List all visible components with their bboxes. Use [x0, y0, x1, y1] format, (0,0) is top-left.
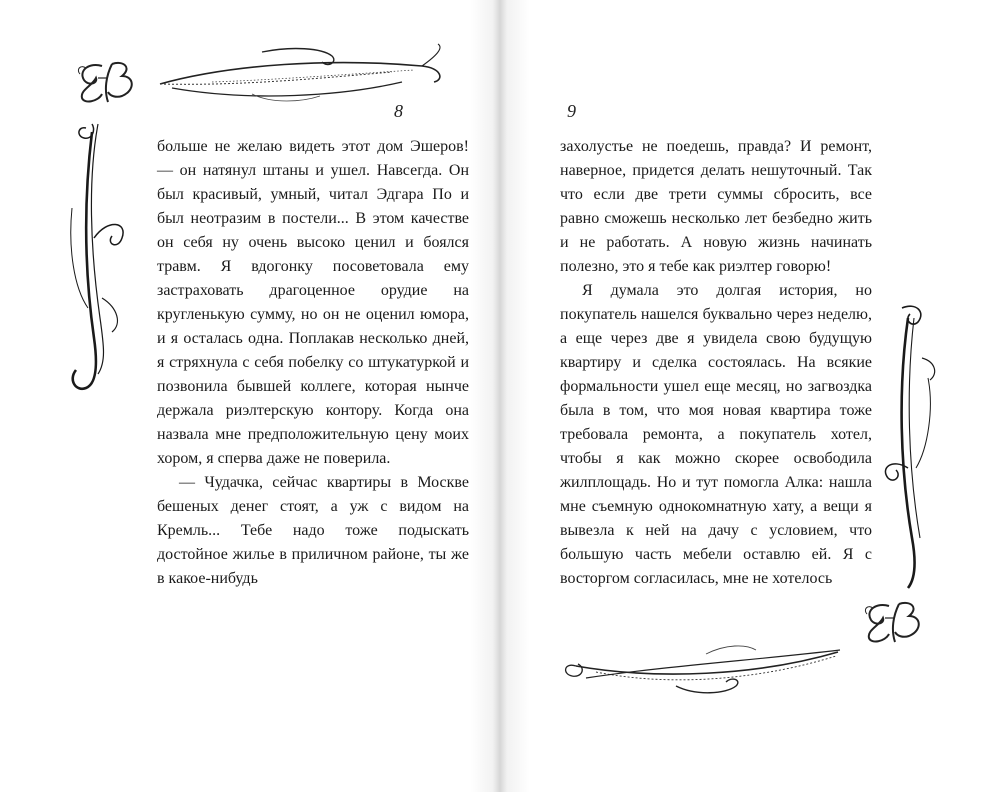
- monogram-text-right: ЕВ: [859, 596, 861, 597]
- page-number-left: 8: [394, 101, 403, 121]
- margin-flourish-left: [58, 118, 148, 398]
- monogram-ornament-right: [858, 596, 930, 646]
- monogram-text-left: ЕВ: [72, 56, 74, 57]
- right-paragraph-1: захолустье не поедешь, правда? И ремонт, наверное, придется делать нешуточный. Так что если две трети суммы сбросить, все равно сможешь несколько лет безбедно жить и не работать. А новую жизнь начинать полезно, это я тебе как риэлтер говорю!: [560, 138, 872, 275]
- left-paragraph-1: больше не желаю видеть этот дом Эшеров! — он натянул штаны и ушел. Навсегда. Он был красивый, умный, читал Эдгара По и был неотразим в постели... В этом качестве он себя ну очень высоко ценил и боялся травм. Я вдогонку посоветовала ему застраховать драгоценное орудие на кругленькую сумму, но он не оценил юмора, и я осталась одна. Поплакав несколько дней, я стряхнула с себя побелку со штукатуркой и позвонила бывшей коллеге, которая нынче держала риэлтерскую контору. Когда она назвала мне предположительную цену моих хором, я сперва даже не поверила.: [157, 138, 469, 467]
- top-flourish-ornament: [152, 42, 452, 112]
- monogram-ornament-left: [72, 56, 142, 106]
- right-paragraph-2: Я думала это долгая история, но покупатель нашелся буквально через неделю, а еще через две я увидела свою будущую квартиру и сделка состоялась. На всякие формальности ушел еще месяц, но загвоздка была в том, что моя новая квартира тоже требовала ремонта, а покупатель хотел, чтобы я как можно скорее освободила жилплощадь. Но и тут помогла Алка: нашла мне съемную однокомнатную хату, а вещи я вывезла к ней на дачу с условием, что большую часть мебели оставлю ей. Я с восторгом согласилась, мне не хотелось: [560, 282, 872, 587]
- bottom-flourish-ornament: [556, 636, 856, 706]
- right-page-text: [560, 135, 872, 591]
- right-page: [500, 0, 1000, 792]
- margin-flourish-right: [872, 298, 952, 598]
- page-number-right: 9: [567, 101, 576, 121]
- left-page-text: [157, 135, 469, 591]
- left-paragraph-2: — Чудачка, сейчас квартиры в Москве бешеных денег стоят, а уж с видом на Кремль... Тебе надо тоже подыскать достойное жилье в приличном районе, ты же в какое-нибудь: [157, 474, 469, 587]
